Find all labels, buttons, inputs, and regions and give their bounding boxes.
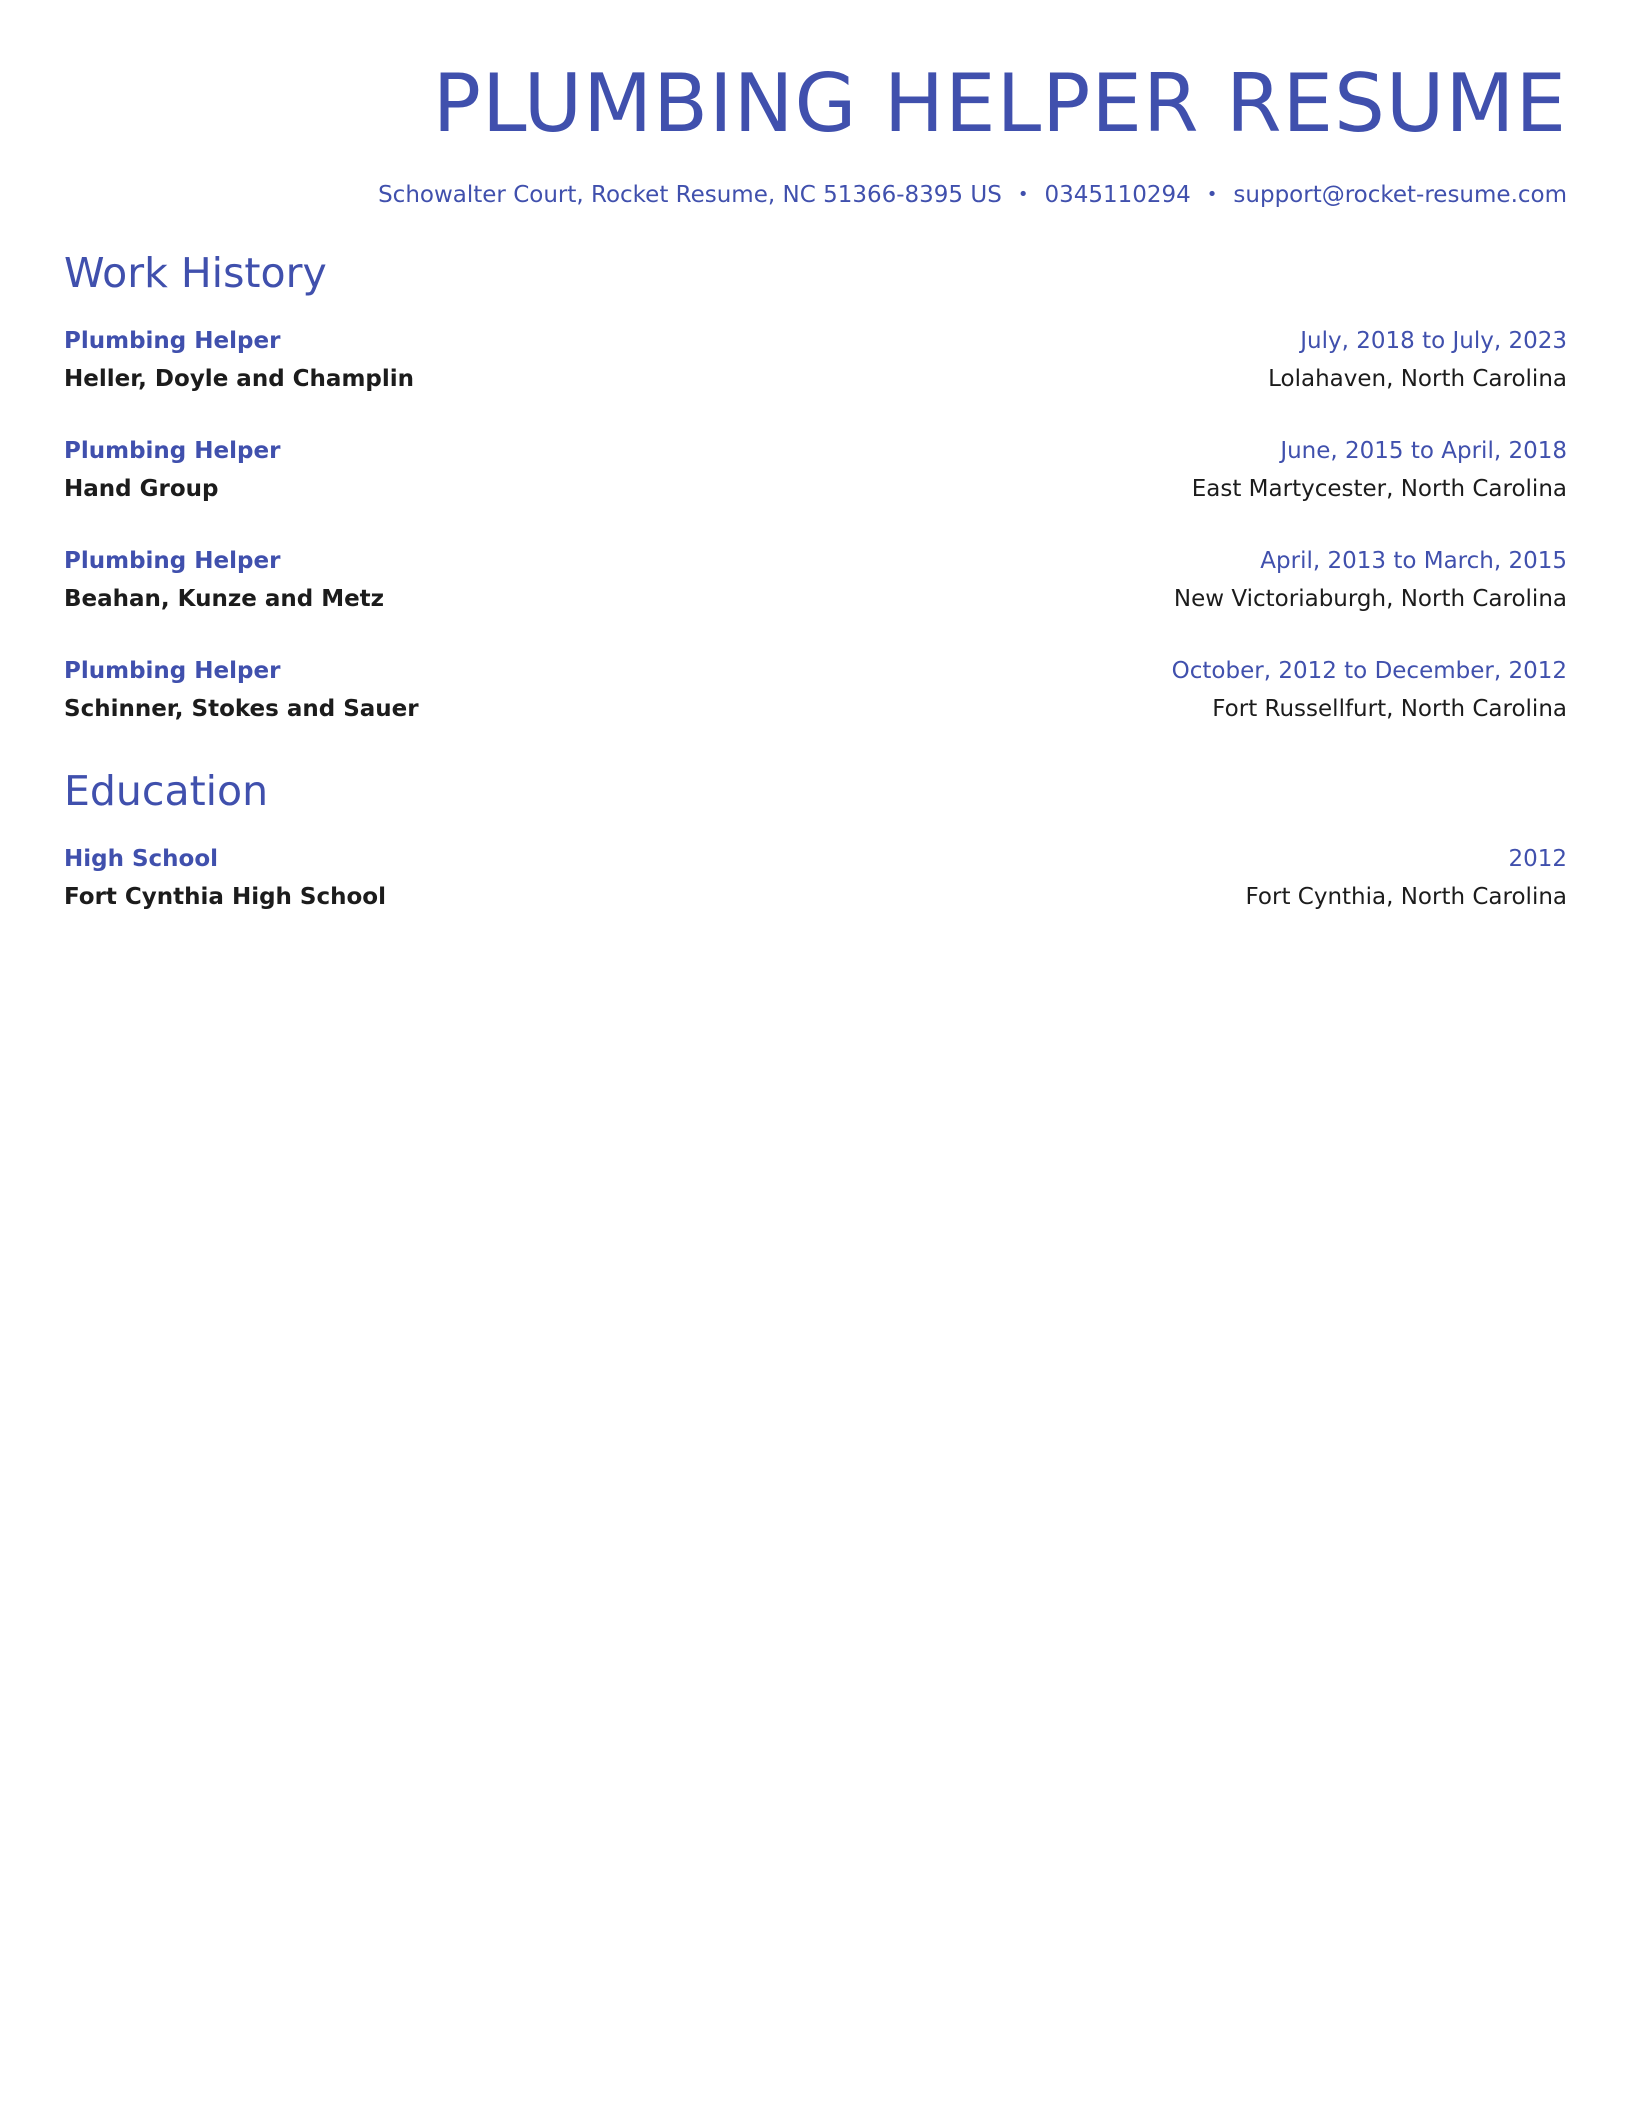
contact-separator: • [1017,184,1029,205]
work-history-heading: Work History [64,249,327,297]
contact-line [64,180,1567,210]
contact-email[interactable]: support@rocket-resume.com [1233,182,1567,208]
company-name: Hand Group [64,476,219,502]
job-dates: April, 2013 to March, 2015 [1260,548,1567,574]
work-entry [64,322,1567,398]
job-location: Lolahaven, North Carolina [1268,366,1567,392]
resume-page [64,0,1567,916]
job-dates: June, 2015 to April, 2018 [1280,438,1567,464]
job-title: Plumbing Helper [64,658,281,684]
school-name: Fort Cynthia High School [64,884,386,910]
work-entry [64,432,1567,508]
company-name: Schinner, Stokes and Sauer [64,696,419,722]
job-location: Fort Russellfurt, North Carolina [1212,696,1567,722]
work-entry [64,542,1567,618]
company-name: Heller, Doyle and Champlin [64,366,415,392]
contact-address: Schowalter Court, Rocket Resume, NC 51366-8395 US [378,182,1002,208]
job-dates: October, 2012 to December, 2012 [1171,658,1567,684]
education-year: 2012 [1508,846,1567,872]
job-title: Plumbing Helper [64,548,281,574]
school-location: Fort Cynthia, North Carolina [1245,884,1567,910]
degree-title: High School [64,846,219,872]
education-entry [64,840,1567,916]
contact-separator: • [1206,184,1218,205]
resume-title: PLUMBING HELPER RESUME [432,57,1567,150]
education-heading: Education [64,767,269,815]
work-entry [64,652,1567,728]
job-dates: July, 2018 to July, 2023 [1300,328,1567,354]
job-title: Plumbing Helper [64,328,281,354]
job-location: East Martycester, North Carolina [1191,476,1567,502]
job-title: Plumbing Helper [64,438,281,464]
job-location: New Victoriaburgh, North Carolina [1173,586,1567,612]
company-name: Beahan, Kunze and Metz [64,586,385,612]
contact-phone: 0345110294 [1044,182,1191,208]
